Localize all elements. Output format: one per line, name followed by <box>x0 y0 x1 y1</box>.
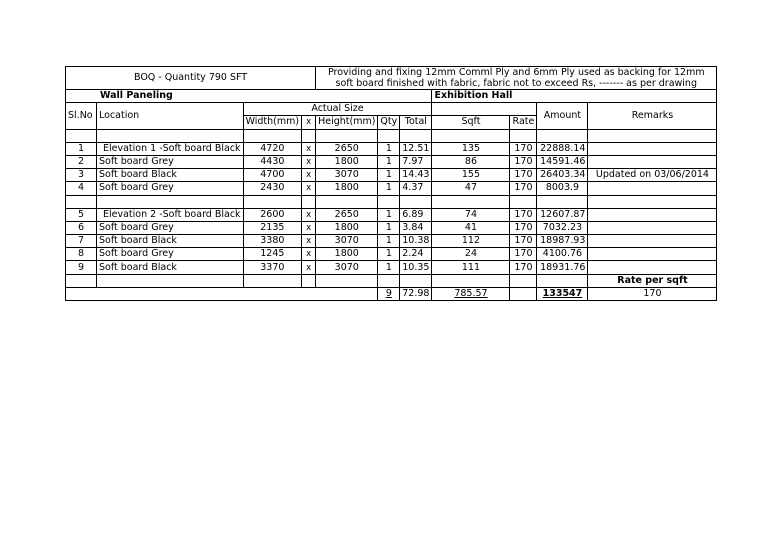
sqft-total: 785.57 <box>432 287 510 300</box>
boq-table <box>65 66 717 301</box>
boq-quantity-title: BOQ - Quantity 790 SFT <box>66 67 316 90</box>
qty-total: 9 <box>378 287 400 300</box>
totals-row <box>66 287 717 300</box>
col-slno: Sl.No <box>66 103 97 129</box>
table-row: 1 Elevation 1 -Soft board Black 4720 x 2650 1 12.51 135 170 22888.14 <box>66 142 717 155</box>
section-row <box>66 90 717 103</box>
spacer-row <box>66 129 717 142</box>
col-rate: Rate <box>510 116 537 129</box>
col-x: x <box>302 116 316 129</box>
table-row: 7 Soft board Black 3380 x 3070 1 10.38 112 170 18987.93 <box>66 235 717 248</box>
table-row: 9 Soft board Black 3370 x 3070 1 10.35 111 170 18931.76 <box>66 261 717 274</box>
col-width: Width(mm) <box>243 116 302 129</box>
table-row: 6 Soft board Grey 2135 x 1800 1 3.84 41 170 7032.23 <box>66 221 717 234</box>
table-row: 8 Soft board Grey 1245 x 1800 1 2.24 24 170 4100.76 <box>66 248 717 261</box>
col-total: Total <box>400 116 432 129</box>
remarks-note: Updated on 03/06/2014 <box>588 169 717 182</box>
section-exhibition-hall: Exhibition Hall <box>432 90 717 103</box>
col-location: Location <box>97 103 244 129</box>
table-row: 3 Soft board Black 4700 x 3070 1 14.43 155 170 26403.34 Updated on 03/06/2014 <box>66 169 717 182</box>
section-wall-paneling: Wall Paneling <box>97 90 432 103</box>
rate-label-row <box>66 274 717 287</box>
table-row: 5 Elevation 2 -Soft board Black 2600 x 2650 1 6.89 74 170 12607.87 <box>66 208 717 221</box>
col-actual-size: Actual Size <box>243 103 432 116</box>
col-amount: Amount <box>537 103 588 129</box>
table-row: 2 Soft board Grey 4430 x 1800 1 7.97 86 170 14591.46 <box>66 155 717 168</box>
rate-per-sqft-value: 170 <box>588 287 717 300</box>
col-sqft: Sqft <box>432 116 510 129</box>
column-header-row-1 <box>66 103 717 116</box>
table-row: 4 Soft board Grey 2430 x 1800 1 4.37 47 170 8003.9 <box>66 182 717 195</box>
col-height: Height(mm) <box>316 116 378 129</box>
spacer-row <box>66 195 717 208</box>
col-qty: Qty <box>378 116 400 129</box>
amount-total: 133547 <box>537 287 588 300</box>
title-row <box>66 67 717 90</box>
total-sum: 72.98 <box>400 287 432 300</box>
col-remarks: Remarks <box>588 103 717 129</box>
work-description: Providing and fixing 12mm Comml Ply and 6mm Ply used as backing for 12mm soft board finished with fabric, fabric not to exceed Rs, ------- as per drawing <box>316 67 717 90</box>
rate-per-sqft-label: Rate per sqft <box>588 274 717 287</box>
